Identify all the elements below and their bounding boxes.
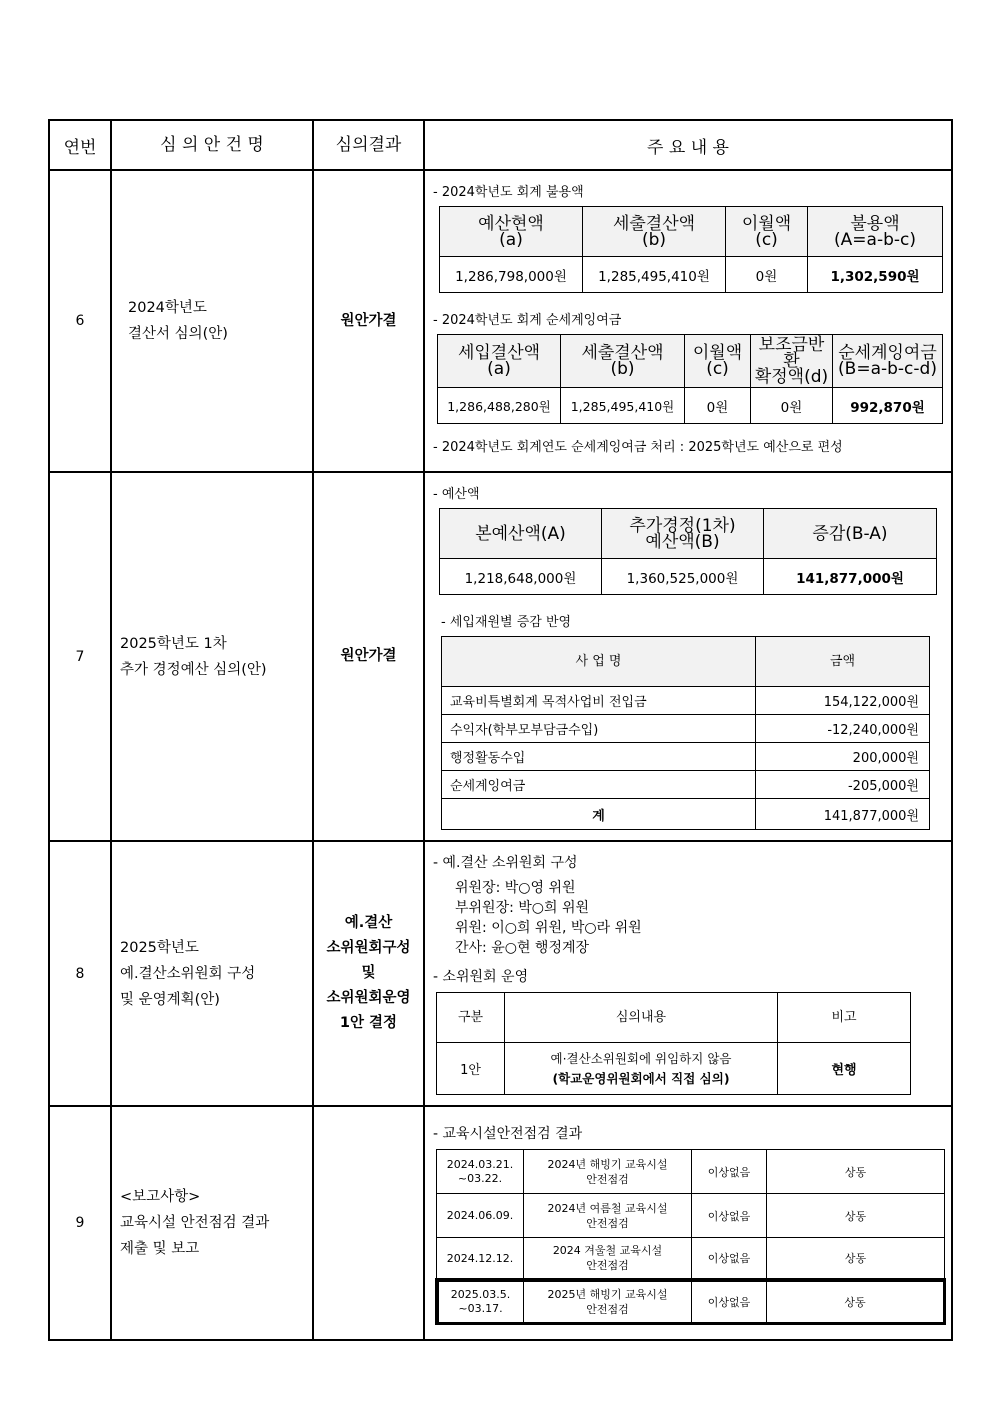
budget-h-revised: 추가경정(1차) 예산액(B) <box>602 509 764 559</box>
row-8-title-line2: 예.결산소위원회 구성 <box>120 965 256 982</box>
revenue-row: 수익자(학부모부담금수입) -12,240,000원 <box>442 715 930 743</box>
row-6 <box>49 170 952 472</box>
row-9-result <box>313 1106 424 1340</box>
header-num: 연번 <box>49 120 111 170</box>
row-6-title-line1: 2024학년도 <box>128 300 207 316</box>
safety-row: 2024.06.09. 2024년 여름철 교육시설 안전점검 이상없음 상동 <box>437 1194 945 1238</box>
surplus-v-d: 0원 <box>751 388 833 424</box>
revenue-h-amount: 금액 <box>756 637 930 687</box>
safety-row-highlighted: 2025.03.5. ~03.17. 2025년 해빙기 교육시설 안전점검 이상없음 상동 <box>437 1280 945 1324</box>
surplus-v-a: 1,286,488,280원 <box>438 388 561 424</box>
revenue-row: 교육비특별회계 목적사업비 전입금 154,122,000원 <box>442 687 930 715</box>
surplus-h-a: 세입결산액 (a) <box>438 335 561 388</box>
operation-h-note: 비고 <box>778 993 911 1043</box>
surplus-table <box>437 334 943 424</box>
operation-v-type: 1안 <box>437 1043 505 1095</box>
surplus-h-b: 세출결산액 (b) <box>561 335 685 388</box>
safety-row: 2024.12.12. 2024 겨울철 교육시설 안전점검 이상없음 상동 <box>437 1238 945 1280</box>
row-6-result: 원안가결 <box>313 170 424 472</box>
surplus-v-c: 0원 <box>685 388 751 424</box>
operation-table <box>436 992 911 1095</box>
surplus-h-d: 보조금반환 확정액(d) <box>751 335 833 388</box>
header-title: 심 의 안 건 명 <box>111 120 313 170</box>
budget-h-original: 본예산액(A) <box>440 509 602 559</box>
row-9-title-line2: 교육시설 안전점검 결과 <box>120 1215 270 1231</box>
unused-v-total: 1,302,590원 <box>808 257 943 293</box>
row-8-title <box>111 841 313 1106</box>
revenue-row: 행정활동수입 200,000원 <box>442 743 930 771</box>
row-7-num: 7 <box>49 472 111 841</box>
row-6-section-disposal: - 2024학년도 회계연도 순세계잉여금 처리 : 2025학년도 예산으로 편성 <box>433 440 843 455</box>
surplus-h-total: 순세계잉여금 (B=a-b-c-d) <box>833 335 943 388</box>
row-6-num: 6 <box>49 170 111 472</box>
row-7-result: 원안가결 <box>313 472 424 841</box>
unused-h-total: 불용액 (A=a-b-c) <box>808 207 943 257</box>
budget-h-change: 증감(B-A) <box>764 509 937 559</box>
row-6-content <box>424 170 952 472</box>
revenue-table <box>441 636 930 830</box>
row-7-section-budget: - 예산액 <box>433 487 480 502</box>
row-9-title-line1: <보고사항> <box>120 1189 201 1205</box>
row-7-section-revenue: - 세입재원별 증감 반영 <box>441 615 572 630</box>
row-8-title-line3: 및 운영계획(안) <box>120 991 220 1008</box>
budget-v-original: 1,218,648,000원 <box>440 559 602 595</box>
unused-v-a: 1,286,798,000원 <box>440 257 583 293</box>
row-9-title <box>111 1106 313 1340</box>
row-7-title-line1: 2025학년도 1차 <box>120 635 227 652</box>
unused-budget-table <box>439 206 943 293</box>
row-7-title <box>111 472 313 841</box>
row-7 <box>49 472 952 841</box>
deliberation-table <box>48 119 953 1341</box>
operation-h-content: 심의내용 <box>505 993 778 1043</box>
budget-v-revised: 1,360,525,000원 <box>602 559 764 595</box>
revenue-h-project: 사 업 명 <box>442 637 756 687</box>
header-result: 심의결과 <box>313 120 424 170</box>
safety-table <box>435 1149 946 1325</box>
operation-h-type: 구분 <box>437 993 505 1043</box>
row-8-section-composition: - 예.결산 소위원회 구성 <box>433 855 578 871</box>
member-item: 간사: 윤○현 행정계장 <box>455 940 590 956</box>
operation-v-content: 예·결산소위원회에 위임하지 않음 (학교운영위원회에서 직접 심의) <box>505 1043 778 1095</box>
operation-v-note: 현행 <box>778 1043 911 1095</box>
unused-h-a: 예산현액 (a) <box>440 207 583 257</box>
safety-row: 2024.03.21. ~03.22. 2024년 해빙기 교육시설 안전점검 이상없음 상동 <box>437 1150 945 1194</box>
revenue-row: 순세계잉여금 -205,000원 <box>442 771 930 799</box>
unused-v-b: 1,285,495,410원 <box>583 257 726 293</box>
unused-h-b: 세출결산액 (b) <box>583 207 726 257</box>
row-6-title-line2: 결산서 심의(안) <box>128 326 228 342</box>
unused-v-c: 0원 <box>726 257 808 293</box>
member-item: 위원: 이○희 위원, 박○라 위원 <box>455 920 642 936</box>
surplus-v-total: 992,870원 <box>833 388 943 424</box>
row-8-section-operation: - 소위원회 운영 <box>433 969 529 985</box>
row-9-content <box>424 1106 952 1340</box>
row-8-content <box>424 841 952 1106</box>
row-9-section-safety: - 교육시설안전점검 결과 <box>433 1126 583 1142</box>
row-7-title-line2: 추가 경정예산 심의(안) <box>120 661 267 678</box>
row-6-title <box>111 170 313 472</box>
row-8-title-line1: 2025학년도 <box>120 939 199 956</box>
unused-h-c: 이월액 (c) <box>726 207 808 257</box>
budget-table <box>439 508 937 595</box>
row-8-num: 8 <box>49 841 111 1106</box>
row-6-section-unused: - 2024학년도 회계 불용액 <box>433 185 584 200</box>
member-item: 위원장: 박○영 위원 <box>455 880 576 896</box>
row-8-result: 예.결산 소위원회구성 및 소위원회운영 1안 결정 <box>313 841 424 1106</box>
row-9-title-line3: 제출 및 보고 <box>120 1241 200 1257</box>
revenue-total-row: 계 141,877,000원 <box>442 799 930 830</box>
surplus-v-b: 1,285,495,410원 <box>561 388 685 424</box>
row-9-num: 9 <box>49 1106 111 1340</box>
row-8 <box>49 841 952 1106</box>
row-7-content <box>424 472 952 841</box>
member-item: 부위원장: 박○희 위원 <box>455 900 590 916</box>
row-9 <box>49 1106 952 1340</box>
header-content: 주 요 내 용 <box>424 120 952 170</box>
budget-v-change: 141,877,000원 <box>764 559 937 595</box>
surplus-h-c: 이월액 (c) <box>685 335 751 388</box>
committee-members <box>455 878 943 958</box>
header-row <box>49 120 952 170</box>
row-6-section-surplus: - 2024학년도 회계 순세계잉여금 <box>433 313 622 328</box>
